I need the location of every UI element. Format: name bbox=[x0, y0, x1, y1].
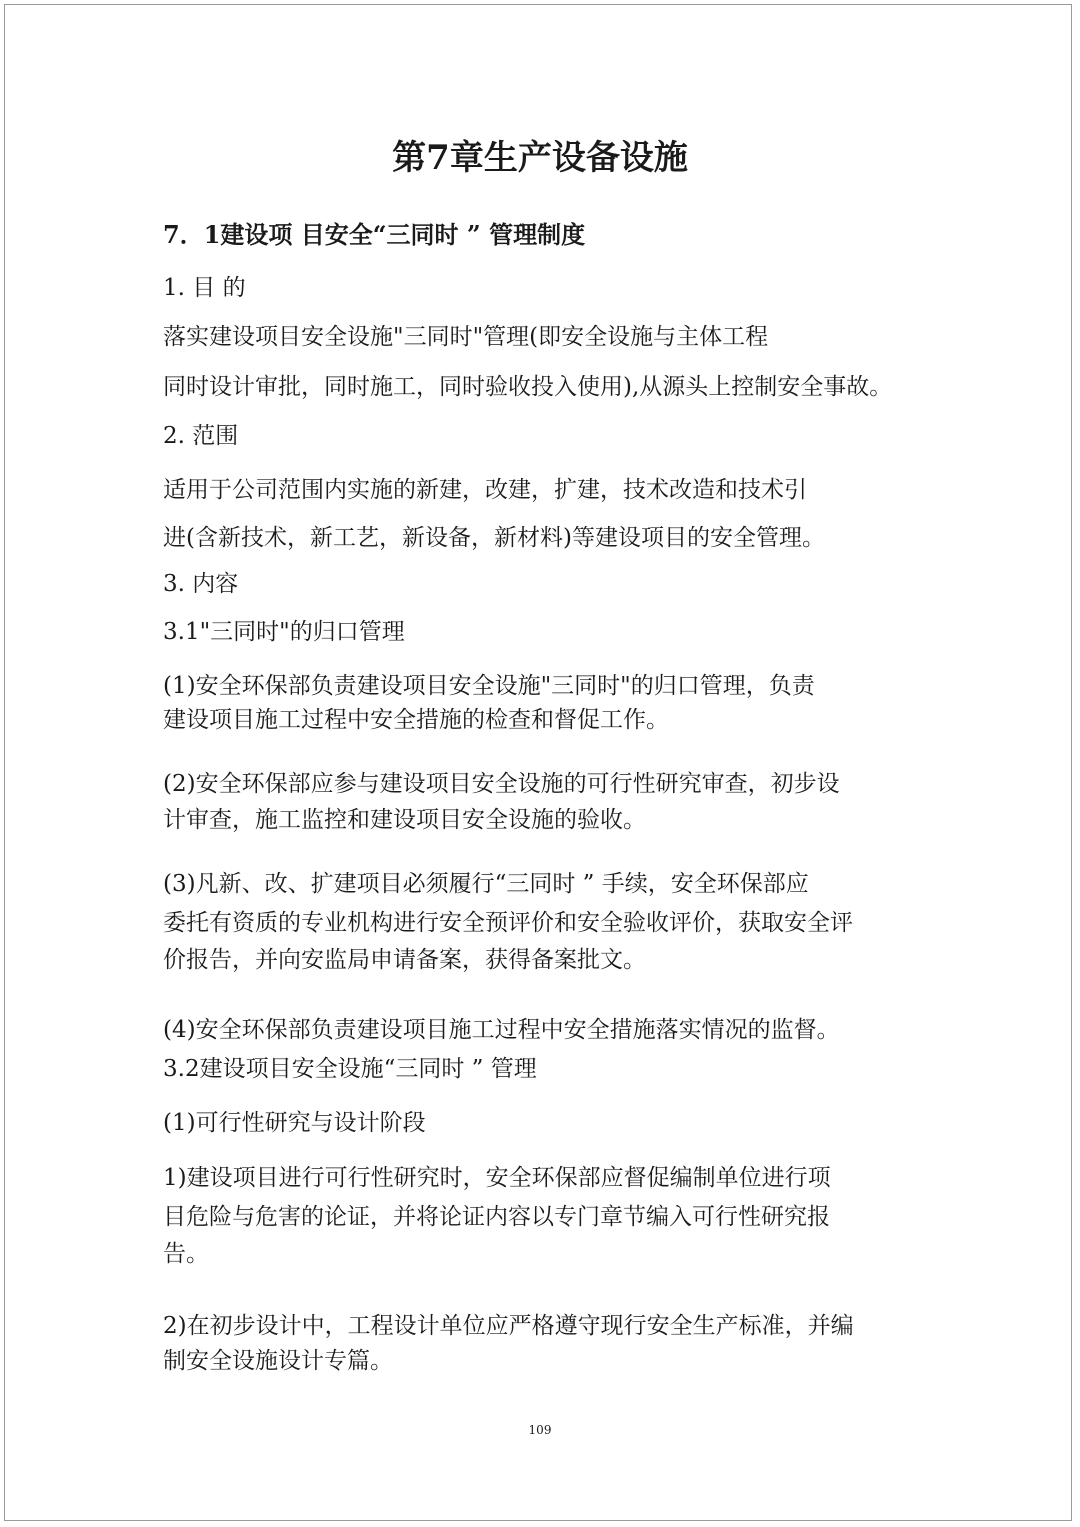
paragraph-line: (1)安全环保部负责建设项目安全设施"三同时"的归口管理，负责 bbox=[163, 673, 815, 699]
paragraph-line: 2)在初步设计中，工程设计单位应严格遵守现行安全生产标准，并编 bbox=[163, 1313, 854, 1339]
subheading-feasibility: (1)可行性研究与设计阶段 bbox=[163, 1110, 426, 1136]
subheading-3-2: 3.2建设项目安全设施“三同时 ” 管理 bbox=[163, 1056, 537, 1082]
paragraph-line: 同时设计审批，同时施工，同时验收投入使用),从源头上控制安全事故。 bbox=[163, 374, 893, 400]
paragraph-line: 价报告，并向安监局申请备案，获得备案批文。 bbox=[163, 947, 646, 973]
paragraph-line: 落实建设项目安全设施"三同时"管理(即安全设施与主体工程 bbox=[163, 324, 769, 350]
paragraph-line: 告。 bbox=[163, 1241, 209, 1267]
paragraph-line: 进(含新技术，新工艺，新设备，新材料)等建设项目的安全管理。 bbox=[163, 525, 825, 551]
paragraph-line: 计审查，施工监控和建设项目安全设施的验收。 bbox=[163, 807, 646, 833]
subheading-content: 3. 内容 bbox=[163, 571, 239, 597]
chapter-title: 第7章生产设备设施 bbox=[392, 138, 688, 178]
section-heading-7-1: 7．1建设项 目安全“三同时 ” 管理制度 bbox=[163, 220, 586, 249]
subheading-3-1: 3.1"三同时"的归口管理 bbox=[163, 619, 405, 645]
paragraph-line: (2)安全环保部应参与建设项目安全设施的可行性研究审查，初步设 bbox=[163, 771, 840, 797]
paragraph-line: 建设项目施工过程中安全措施的检查和督促工作。 bbox=[163, 707, 669, 733]
paragraph-line: 制安全设施设计专篇。 bbox=[163, 1348, 393, 1374]
paragraph-line: 适用于公司范围内实施的新建，改建，扩建，技术改造和技术引 bbox=[163, 477, 807, 503]
paragraph-line: (3)凡新、改、扩建项目必须履行“三同时 ” 手续，安全环保部应 bbox=[163, 871, 809, 897]
subheading-scope: 2. 范围 bbox=[163, 423, 239, 449]
subheading-purpose: 1. 目 的 bbox=[163, 275, 246, 301]
paragraph-line: 1)建设项目进行可行性研究时，安全环保部应督促编制单位进行项 bbox=[163, 1165, 831, 1191]
paragraph-line: 目危险与危害的论证，并将论证内容以专门章节编入可行性研究报 bbox=[163, 1204, 830, 1230]
page-number: 109 bbox=[528, 1423, 552, 1437]
paragraph-line: 委托有资质的专业机构进行安全预评价和安全验收评价，获取安全评 bbox=[163, 910, 853, 936]
paragraph-line: (4)安全环保部负责建设项目施工过程中安全措施落实情况的监督。 bbox=[163, 1017, 840, 1043]
